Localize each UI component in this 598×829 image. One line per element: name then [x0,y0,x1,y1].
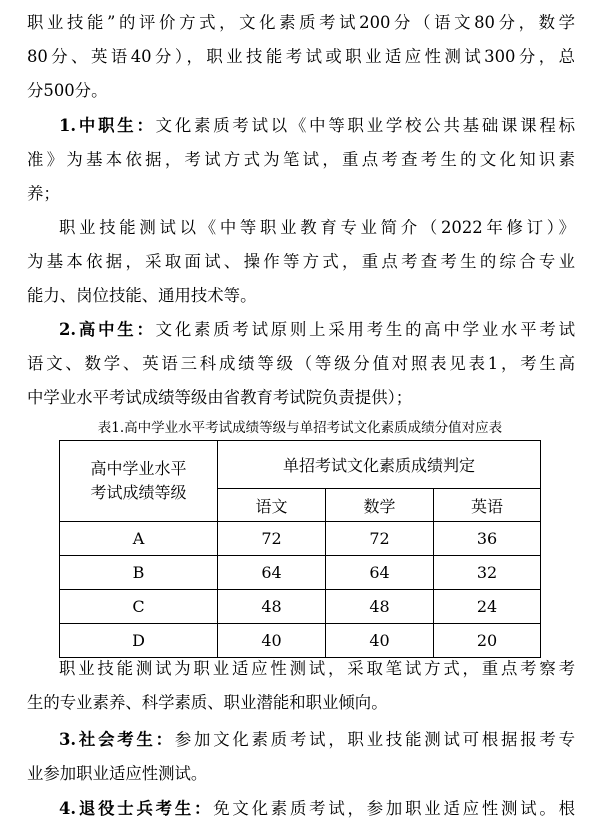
grade-cell: B [60,556,218,590]
score-cell: 72 [218,522,326,556]
text-line: 职业技能”的评价方式，文化素质考试200分（语文80分，数学 [27,13,575,32]
column-header-chinese: 语文 [218,489,326,522]
score-cell: 64 [326,556,434,590]
section-label-vocational: 1.中职生： [59,116,156,135]
text-line: 中学业水平考试成绩等级由省教育考试院负责提供）； [27,388,413,407]
grade-cell: D [60,624,218,658]
text-line: 职业技能测试以《中等职业教育专业简介（2022年修订）》 [59,218,575,237]
text-line: 业参加职业适应性测试。 [27,764,208,783]
score-cell: 24 [434,590,541,624]
score-cell: 40 [218,624,326,658]
section-label-veteran: 4.退役士兵考生： [59,799,214,818]
grade-table [59,440,541,658]
grade-cell: A [60,522,218,556]
paragraph-line-first [59,109,575,143]
section-label-social: 3.社会考生： [59,730,175,749]
column-header-math: 数学 [326,489,434,522]
score-cell: 64 [218,556,326,590]
group-header: 单招考试文化素质成绩判定 [218,441,541,489]
text-run: 文化素质考试原则上采用考生的高中学业水平考试 [155,320,575,339]
paragraph-line-first [59,313,575,347]
table-row [60,522,541,556]
table-caption: 表1.高中学业水平考试成绩等级与单招考试文化素质成绩分值对应表 [97,420,503,436]
text-line: 语文、数学、英语三科成绩等级（等级分值对照表见表1，考生高 [27,354,575,373]
score-cell: 20 [434,624,541,658]
text-run: 文化素质考试以《中等职业学校公共基础课课程标 [155,116,575,135]
score-cell: 48 [218,590,326,624]
score-cell: 36 [434,522,541,556]
column-header-english: 英语 [434,489,541,522]
text-run: 参加文化素质考试，职业技能测试可根据报考专 [174,730,575,749]
paragraph-line-first [59,723,575,757]
score-cell: 40 [326,624,434,658]
grade-cell: C [60,590,218,624]
section-label-highschool: 2.高中生： [59,320,156,339]
text-line: 为基本依据，采取面试、操作等方式，重点考查考生的综合专业 [27,252,575,271]
paragraph-line-first [59,792,575,826]
score-cell: 72 [326,522,434,556]
corner-header-line1: 高中学业水平 [90,459,187,478]
table-row [60,590,541,624]
score-cell: 48 [326,590,434,624]
score-cell: 32 [434,556,541,590]
text-line: 分500分。 [27,81,108,100]
text-line: 职业技能测试为职业适应性测试，采取笔试方式，重点考察考 [59,659,575,678]
text-run: 免文化素质考试，参加职业适应性测试。根 [213,799,575,818]
text-line: 生的专业素养、科学素质、职业潜能和职业倾向。 [27,693,388,712]
table-header-row [60,441,541,489]
corner-header-line2: 考试成绩等级 [90,483,187,502]
text-line: 准》为基本依据，考试方式为笔试，重点考查考生的文化知识素 [27,150,575,169]
text-line: 能力、岗位技能、通用技术等。 [27,286,257,305]
text-line: 80分、英语40分），职业技能考试或职业适应性测试300分，总 [27,47,575,66]
corner-header [60,441,218,522]
text-line: 养； [27,184,60,203]
table-row [60,556,541,590]
